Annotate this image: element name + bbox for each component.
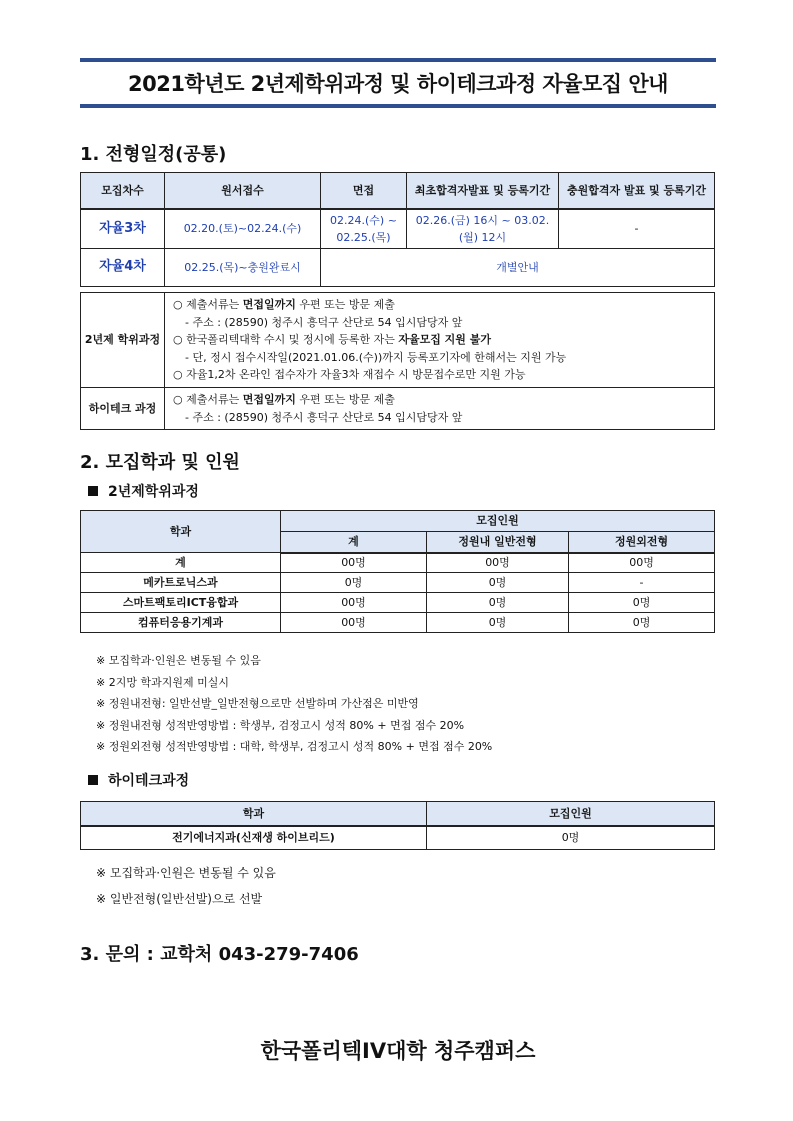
round4-name: 자율4차 [81, 249, 165, 287]
row-general: 0명 [427, 573, 569, 593]
square-bullet-icon [88, 775, 98, 785]
row-extra: 00명 [569, 553, 715, 573]
row-general: 0명 [427, 593, 569, 613]
square-bullet-icon [88, 486, 98, 496]
table-row [81, 613, 715, 633]
row-dept: 계 [81, 553, 281, 573]
degree-note-3: ○ 한국폴리텍대학 수시 및 정시에 등록한 자는 자율모집 지원 불가 [173, 333, 492, 347]
notes-table [80, 292, 715, 430]
section1-heading: 1. 전형일정(공통) [80, 144, 227, 165]
degree-col-group: 모집인원 [281, 511, 715, 532]
contact-info: 3. 문의 : 교학처 043-279-7406 [80, 944, 359, 965]
notes-hitech-label: 하이테크 과정 [81, 387, 165, 429]
hitech-header-row [81, 802, 715, 826]
schedule-header-row [81, 173, 715, 209]
row-total: 00명 [281, 593, 427, 613]
round3-interview: 02.24.(수) ~ 02.25.(목) [321, 209, 407, 249]
section2-heading: 2. 모집학과 및 인원 [80, 452, 240, 473]
footer-institution: 한국폴리텍IV대학 청주캠퍼스 [260, 1039, 536, 1063]
degree-memo-2: ※ 2지망 학과지원제 미실시 [96, 675, 229, 689]
row-general: 0명 [427, 613, 569, 633]
schedule-col-round: 모집차수 [81, 173, 165, 209]
hitech-quota-table [80, 801, 715, 850]
hitech-dept: 전기에너지과(신재생 하이브리드) [81, 826, 427, 850]
row-general: 00명 [427, 553, 569, 573]
degree-note-2: - 주소 : (28590) 청주시 흥덕구 산단로 54 입시담당자 앞 [185, 315, 463, 329]
hitech-subheading: 하이테크과정 [88, 770, 189, 790]
notes-degree-body [165, 293, 715, 388]
title-bottom-rule [80, 104, 716, 108]
degree-memo-1: ※ 모집학과·인원은 변동될 수 있음 [96, 654, 261, 667]
degree-col-general: 정원내 일반전형 [427, 532, 569, 553]
round4-apply: 02.25.(목)~충원완료시 [165, 249, 321, 287]
degree-col-total: 계 [281, 532, 427, 553]
row-extra: - [569, 573, 715, 593]
round4-rest: 개별안내 [321, 249, 715, 287]
table-row [81, 553, 715, 573]
hitech-col-count: 모집인원 [427, 802, 715, 826]
degree-memo-4: ※ 정원내전형 성적반영방법 : 학생부, 검정고시 성적 80% + 면접 점수 20% [96, 718, 465, 732]
round3-name: 자율3차 [81, 209, 165, 249]
degree-header-row1 [81, 511, 715, 532]
schedule-col-extra-pass: 충원합격자 발표 및 등록기간 [559, 173, 715, 209]
row-total: 00명 [281, 613, 427, 633]
row-dept: 스마트팩토리ICT융합과 [81, 593, 281, 613]
schedule-row-round4 [81, 249, 715, 287]
hitech-note-1: ○ 제출서류는 면접일까지 우편 또는 방문 제출 [173, 392, 395, 406]
degree-note-1: ○ 제출서류는 면접일까지 우편 또는 방문 제출 [173, 298, 395, 311]
schedule-table [80, 172, 715, 287]
page-title: 2021학년도 2년제학위과정 및 하이테크과정 자율모집 안내 [128, 72, 668, 96]
degree-col-extra: 정원외전형 [569, 532, 715, 553]
hitech-memo-1: ※ 모집학과·인원은 변동될 수 있음 [96, 866, 276, 880]
notes-degree-label: 2년제 학위과정 [81, 293, 165, 388]
row-extra: 0명 [569, 613, 715, 633]
schedule-col-apply: 원서접수 [165, 173, 321, 209]
row-total: 00명 [281, 553, 427, 573]
round3-first-pass: 02.26.(금) 16시 ~ 03.02.(월) 12시 [407, 209, 559, 249]
degree-col-dept: 학과 [81, 511, 281, 553]
table-row [81, 593, 715, 613]
row-total: 0명 [281, 573, 427, 593]
row-extra: 0명 [569, 593, 715, 613]
degree-note-5: ○ 자율1,2차 온라인 접수자가 자율3차 재접수 시 방문접수로만 지원 가능 [173, 368, 526, 382]
degree-quota-table [80, 510, 715, 633]
round3-apply: 02.20.(토)~02.24.(수) [165, 209, 321, 249]
degree-memo-5: ※ 정원외전형 성적반영방법 : 대학, 학생부, 검정고시 성적 80% + 면접 점수 20% [96, 740, 493, 753]
hitech-count: 0명 [427, 826, 715, 850]
hitech-notes [96, 860, 276, 912]
schedule-row-round3 [81, 209, 715, 249]
row-dept: 메카트로닉스과 [81, 573, 281, 593]
table-row [81, 573, 715, 593]
notes-row-degree [81, 293, 715, 388]
title-top-rule [80, 58, 716, 62]
degree-notes [96, 650, 492, 758]
degree-subheading: 2년제학위과정 [88, 481, 199, 501]
notes-hitech-body [165, 387, 715, 429]
degree-note-4: - 단, 정시 접수시작일(2021.01.06.(수))까지 등록포기자에 한해서는 지원 가능 [185, 350, 567, 364]
row-dept: 컴퓨터응용기계과 [81, 613, 281, 633]
hitech-note-2: - 주소 : (28590) 청주시 흥덕구 산단로 54 입시담당자 앞 [185, 410, 463, 424]
schedule-col-first-pass: 최초합격자발표 및 등록기간 [407, 173, 559, 209]
schedule-col-interview: 면접 [321, 173, 407, 209]
round3-extra-pass: - [559, 209, 715, 249]
table-row [81, 826, 715, 850]
notes-row-hitech [81, 387, 715, 429]
hitech-col-dept: 학과 [81, 802, 427, 826]
degree-memo-3: ※ 정원내전형: 일반선발_일반전형으로만 선발하며 가산점은 미반영 [96, 697, 419, 710]
hitech-memo-2: ※ 일반전형(일반선발)으로 선발 [96, 892, 263, 906]
